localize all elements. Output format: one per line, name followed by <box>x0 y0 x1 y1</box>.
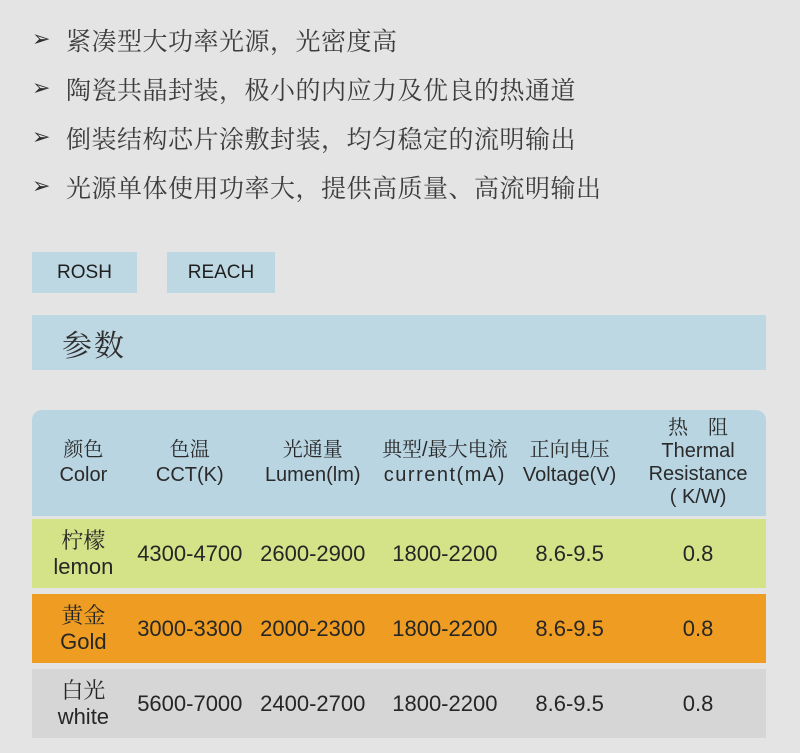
voltage-cell: 8.6-9.5 <box>535 615 604 641</box>
thermal-cell: 0.8 <box>682 615 714 641</box>
arrow-bullet-icon: ➢ <box>32 123 51 149</box>
feature-text: 紧凑型大功率光源，光密度高 <box>65 27 398 56</box>
cct-cell: 3000-3300 <box>137 615 243 641</box>
column-header-color: 颜色 Color <box>59 439 108 486</box>
color-name-cell: 黄金 Gold <box>60 602 107 654</box>
feature-item <box>32 15 766 64</box>
rosh-badge[interactable]: ROSH <box>32 252 137 293</box>
column-header-voltage: 正向电压 Voltage(V) <box>522 439 617 486</box>
feature-text: 倒装结构芯片涂敷封装，均匀稳定的流明输出 <box>65 125 576 154</box>
certification-badges <box>32 252 766 293</box>
parameter-table <box>32 410 766 738</box>
feature-text: 陶瓷共晶封装，极小的内应力及优良的热通道 <box>65 76 576 105</box>
arrow-bullet-icon: ➢ <box>32 25 51 51</box>
color-name-cell: 柠檬 lemon <box>53 527 114 579</box>
lumen-cell: 2000-2300 <box>260 615 366 641</box>
lumen-cell: 2600-2900 <box>260 540 366 566</box>
feature-item <box>32 162 766 211</box>
column-header-lumen: 光通量 Lumen(lm) <box>264 439 361 486</box>
thermal-cell: 0.8 <box>682 690 714 716</box>
table-header <box>32 410 766 516</box>
voltage-cell: 8.6-9.5 <box>535 690 604 716</box>
column-header-cct: 色温 CCT(K) <box>155 439 224 486</box>
feature-list <box>32 0 766 211</box>
current-cell: 1800-2200 <box>392 615 498 641</box>
arrow-bullet-icon: ➢ <box>32 74 51 100</box>
current-cell: 1800-2200 <box>392 540 498 566</box>
voltage-cell: 8.6-9.5 <box>535 540 604 566</box>
current-cell: 1800-2200 <box>392 690 498 716</box>
section-title-bar <box>32 315 766 370</box>
table-row-lemon <box>32 519 766 588</box>
column-header-current: 典型/最大电流 current(mA) <box>382 439 508 486</box>
reach-badge[interactable]: REACH <box>167 252 275 293</box>
section-title: 参数 <box>62 329 126 363</box>
feature-text: 光源单体使用功率大，提供高质量、高流明输出 <box>65 174 602 203</box>
table-row-white <box>32 669 766 738</box>
feature-item <box>32 64 766 113</box>
cct-cell: 4300-4700 <box>137 540 243 566</box>
column-header-thermal: 热 阻 Thermal Resistance ( K/W) <box>648 417 748 508</box>
table-row-gold <box>32 594 766 663</box>
thermal-cell: 0.8 <box>682 540 714 566</box>
arrow-bullet-icon: ➢ <box>32 172 51 198</box>
cct-cell: 5600-7000 <box>137 690 243 716</box>
color-name-cell: 白光 white <box>57 677 110 729</box>
feature-item <box>32 113 766 162</box>
lumen-cell: 2400-2700 <box>260 690 366 716</box>
